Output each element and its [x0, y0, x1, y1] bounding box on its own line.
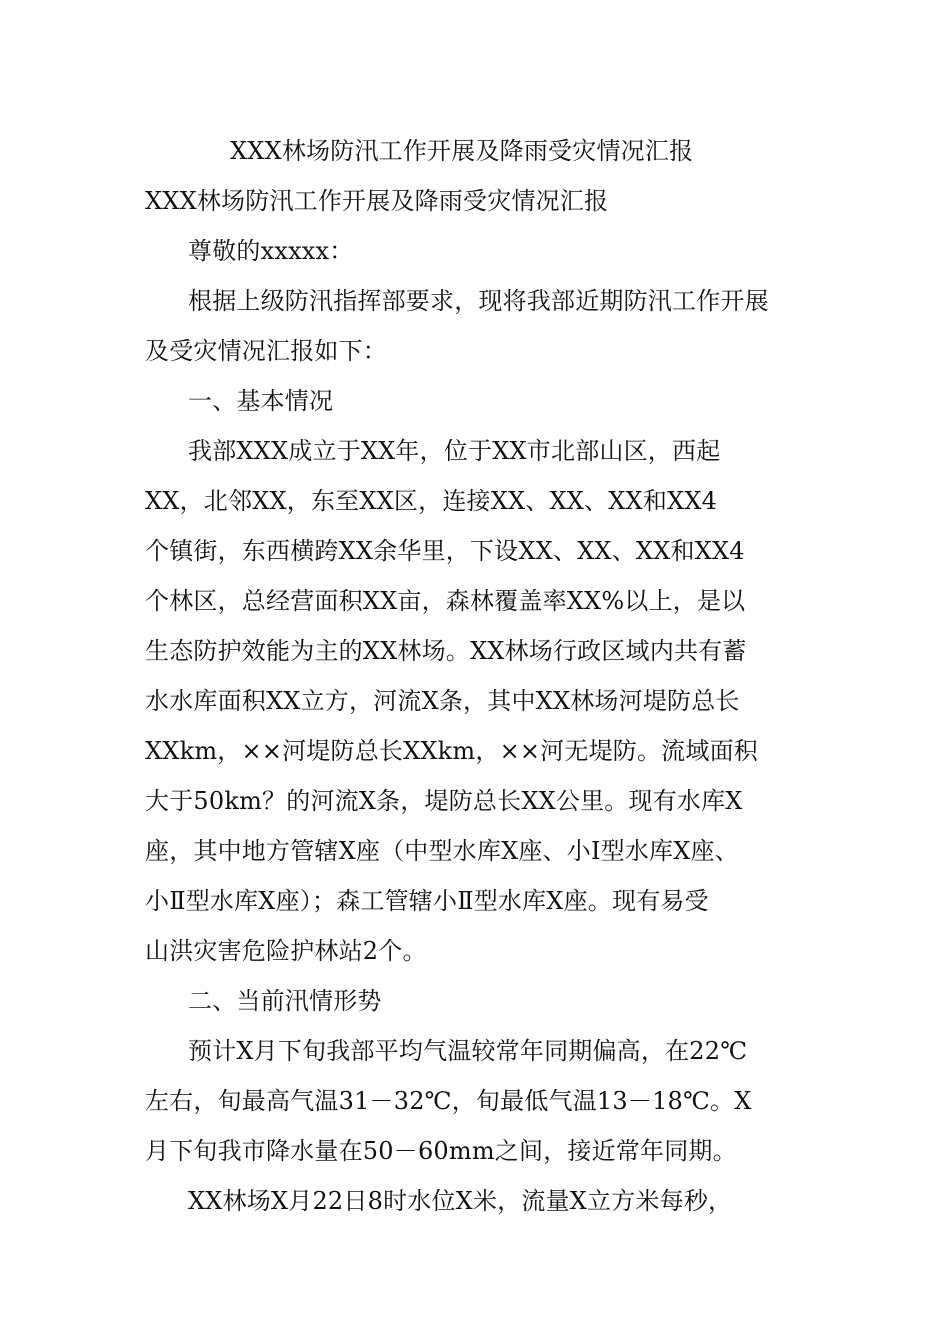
intro-line-1: 根据上级防汛指挥部要求，现将我部近期防汛工作开展: [188, 287, 769, 315]
basic-paragraph-line-10: 小Ⅱ型水库X座）；森工管辖小Ⅱ型水库X座。现有易受: [145, 887, 709, 915]
basic-paragraph-line-1: 我部XXX成立于XX年，位于XX市北部山区，西起: [188, 437, 721, 465]
document-title: XXX林场防汛工作开展及降雨受灾情况汇报: [230, 137, 694, 165]
section-heading-basic-situation: 一、基本情况: [188, 387, 334, 415]
basic-paragraph-line-8: 大于50km？的河流X条，堤防总长XX公里。现有水库X: [145, 787, 743, 815]
intro-line-2: 及受灾情况汇报如下：: [145, 337, 387, 365]
flood-paragraph-line-2: 左右，旬最高气温31－32℃，旬最低气温13－18℃。X: [145, 1087, 752, 1115]
water-level-paragraph-line-1: XX林场X月22日8时水位X米，流量X立方米每秒，: [188, 1187, 733, 1215]
salutation: 尊敬的xxxxx：: [188, 237, 354, 265]
basic-paragraph-line-5: 生态防护效能为主的XX林场。XX林场行政区域内共有蓄: [145, 637, 747, 665]
basic-paragraph-line-2: XX，北邻XX，东至XX区，连接XX、XX、XX和XX4: [145, 487, 718, 515]
basic-paragraph-line-6: 水水库面积XX立方，河流X条，其中XX林场河堤防总长: [145, 687, 740, 715]
flood-paragraph-line-1: 预计X月下旬我部平均气温较常年同期偏高，在22℃: [188, 1037, 748, 1065]
document-subtitle: XXX林场防汛工作开展及降雨受灾情况汇报: [145, 187, 609, 215]
basic-paragraph-line-4: 个林区，总经营面积XX亩，森林覆盖率XX%以上，是以: [145, 587, 746, 615]
section-heading-flood-situation: 二、当前汛情形势: [188, 987, 382, 1015]
basic-paragraph-line-9: 座，其中地方管辖X座（中型水库X座、小Ⅰ型水库X座、: [145, 837, 739, 865]
basic-paragraph-line-7: XXkm，××河堤防总长XXkm，××河无堤防。流域面积: [145, 737, 758, 765]
basic-paragraph-line-3: 个镇街，东西横跨XX余华里，下设XX、XX、XX和XX4: [145, 537, 745, 565]
flood-paragraph-line-3: 月下旬我市降水量在50－60mm之间，接近常年同期。: [145, 1137, 737, 1165]
basic-paragraph-line-11: 山洪灾害危险护林站2个。: [145, 937, 427, 965]
